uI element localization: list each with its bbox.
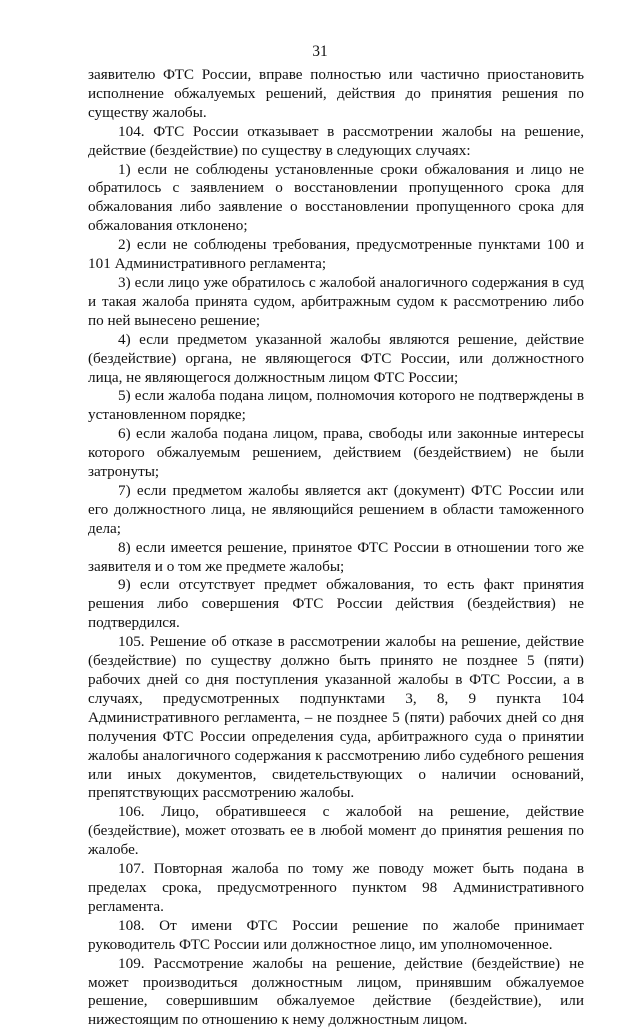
page-number: 31 (312, 43, 328, 60)
paragraph: 107. Повторная жалоба по тому же поводу может быть подана в пределах срока, предусмотренного пунктом 98 Административного регламента. (88, 860, 584, 915)
paragraph: 5) если жалоба подана лицом, полномочия которого не подтверждены в установленном порядке; (88, 387, 584, 424)
paragraph: 105. Решение об отказе в рассмотрении жалобы на решение, действие (бездействие) по существу должно быть принято не позднее 5 (пяти) рабочих дней со дня поступления указанной жалобы в ФТС России, а в случаях, предусмотренных подпунктами 3, 8, 9 пункта 104 Административного регламента, – не позднее 5 (пяти) рабочих дней со дня получения ФТС России определения суда, арбитражного суда о принятии жалобы аналогичного содержания к рассмотрению либо судебного решения или иных документов, свидетельствующих о наличии оснований, препятствующих рассмотрению жалобы. (88, 633, 584, 802)
paragraph: 3) если лицо уже обратилось с жалобой аналогичного содержания в суд и такая жалоба принята судом, арбитражным судом к рассмотрению либо по ней вынесено решение; (88, 273, 584, 329)
paragraph: 1) если не соблюдены установленные сроки обжалования и лицо не обратилось с заявлением о восстановлении пропущенного срока для обжалования либо заявление о восстановлении пропущенного срока для обжалования отклонено; (88, 160, 584, 235)
paragraph: 109. Рассмотрение жалобы на решение, действие (бездействие) не может производиться должностным лицом, принявшим обжалуемое решение, совершившим обжалуемое действие (бездействие), или нижестоящим по отношению к нему должностным лицом. (88, 954, 584, 1029)
paragraph: 6) если жалоба подана лицом, права, свободы или законные интересы которого обжалуемым решением, действием (бездействием) не были затронуты; (88, 425, 584, 481)
paragraph: 108. От имени ФТС России решение по жалобе принимает руководитель ФТС России или должностное лицо, им уполномоченное. (88, 916, 584, 953)
paragraph: 4) если предметом указанной жалобы являются решение, действие (бездействие) органа, не являющегося ФТС России, или должностного лица, не являющегося должностным лицом ФТС России; (88, 330, 584, 386)
paragraph: 2) если не соблюдены требования, предусмотренные пунктами 100 и 101 Административного регламента; (88, 236, 584, 273)
paragraph: 106. Лицо, обратившееся с жалобой на решение, действие (бездействие), может отозвать ее в любой момент до принятия решения по жалобе. (88, 803, 584, 859)
paragraph: 104. ФТС России отказывает в рассмотрении жалобы на решение, действие (бездействие) по существу в следующих случаях: (88, 122, 584, 159)
paragraph: 9) если отсутствует предмет обжалования, то есть факт принятия решения либо совершения ФТС России действия (бездействия) не подтвердился. (88, 576, 584, 632)
document-body (88, 66, 584, 1030)
paragraph: заявителю ФТС России, вправе полностью или частично приостановить исполнение обжалуемых решений, действия до принятия решения по существу жалобы. (88, 66, 584, 121)
paragraph: 8) если имеется решение, принятое ФТС России в отношении того же заявителя и о том же предмете жалобы; (88, 538, 584, 575)
paragraph: 7) если предметом жалобы является акт (документ) ФТС России или его должностного лица, не являющийся решением в области таможенного дела; (88, 481, 584, 537)
